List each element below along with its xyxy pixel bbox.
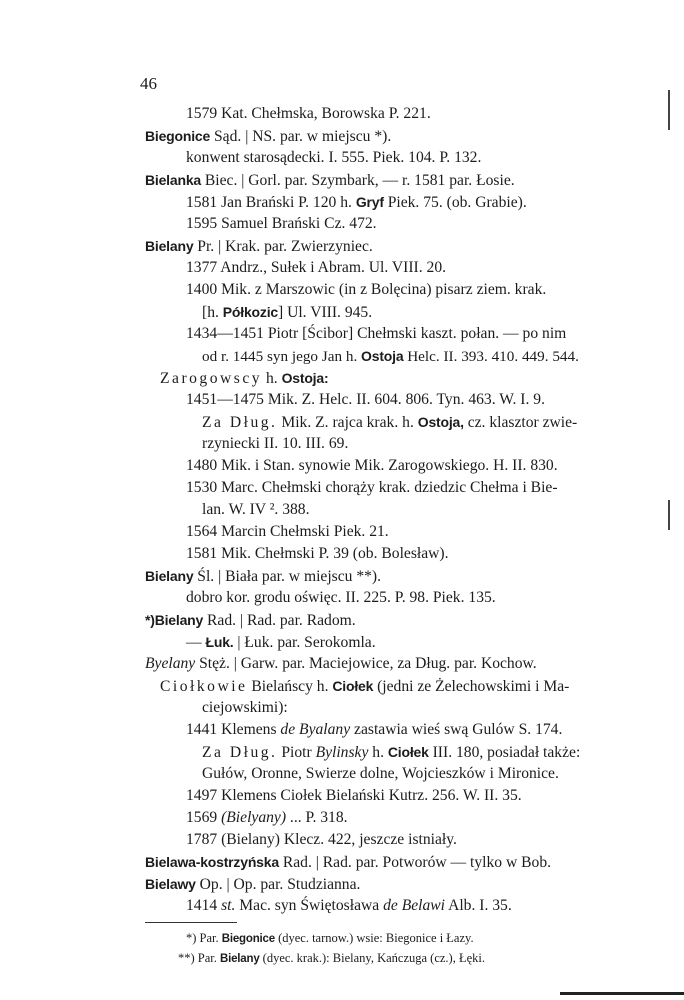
page-number: 46 (140, 74, 157, 93)
footnote-rule (145, 922, 237, 923)
text-line: konwent starosądecki. I. 555. Piek. 104. P. 132. (186, 149, 482, 166)
text-line: [h. Półkozic] Ul. VIII. 945. (202, 304, 373, 321)
text-line: 1414 st. Mac. syn Świętosława de Belawi Alb. I. 35. (186, 897, 512, 914)
text-line: 1400 Mik. z Marszowic (in z Bolęcina) pisarz ziem. krak. (186, 281, 547, 298)
headword: *)Bielany (145, 612, 204, 628)
text-line: 1480 Mik. i Stan. synowie Mik. Zarogowskiego. H. II. 830. (186, 457, 558, 474)
text-line: lan. W. IV ². 388. (202, 501, 310, 518)
scan-bottom-edge (560, 992, 684, 995)
footnote: **) Par. Bielany (dyec. krak.): Bielany, Kańczuga (cz.), Łęki. (178, 951, 486, 965)
entry-line: Byelany Stęż. | Garw. par. Maciejowice, za Dług. par. Kochow. (145, 655, 537, 672)
headword: Biegonice (145, 128, 211, 144)
text-line: 1581 Mik. Chełmski P. 39 (ob. Bolesław). (186, 545, 449, 562)
entry-line: Biegonice Sąd. | NS. par. w miejscu *). (145, 128, 392, 145)
text-line: 1787 (Bielany) Klecz. 422, jeszcze istniały. (186, 831, 457, 848)
text-line: Gułów, Oronne, Swierze dolne, Wojcieszków i Mironice. (202, 765, 559, 782)
text-line: rzyniecki II. 10. III. 69. (202, 435, 349, 452)
entry-line: Bielanka Biec. | Gorl. par. Szymbark, — r. 1581 par. Łosie. (145, 172, 515, 189)
entry-line: Bielawa-kostrzyńska Rad. | Rad. par. Potworów — tylko w Bob. (145, 854, 552, 871)
text-line: — Łuk. | Łuk. par. Serokomla. (186, 634, 376, 651)
text-line: od r. 1445 syn jego Jan h. Ostoja Helc. II. 393. 410. 449. 544. (202, 348, 579, 365)
family-line: Ciołkowie Bielańscy h. Ciołek (jedni ze Żelechowskimi i Ma- (160, 678, 570, 695)
entry-line: *)Bielany Rad. | Rad. par. Radom. (145, 612, 356, 629)
scan-edge-mark (668, 500, 670, 530)
text-line: 1581 Jan Brański P. 120 h. Gryf Piek. 75. (ob. Grabie). (186, 194, 527, 211)
text-line: 1441 Klemens de Byalany zastawia wieś swą Gulów S. 174. (186, 721, 563, 738)
headword: Bielany (145, 238, 194, 254)
text-line: 1579 Kat. Chełmska, Borowska P. 221. (186, 105, 431, 122)
headword: Byelany (145, 655, 196, 672)
text-line: 1451—1475 Mik. Z. Helc. II. 604. 806. Tyn. 463. W. I. 9. (186, 391, 545, 408)
headword: Bielawa-kostrzyńska (145, 854, 279, 870)
text-line: 1530 Marc. Chełmski chorąży krak. dziedzic Chełma i Bie- (186, 479, 558, 496)
headword: Bielanka (145, 172, 201, 188)
text-line: 1497 Klemens Ciołek Bielański Kutrz. 256. W. II. 35. (186, 787, 522, 804)
text-line: 1595 Samuel Brański Cz. 472. (186, 215, 377, 232)
text-line: 1569 (Bielyany) ... P. 318. (186, 809, 348, 826)
footnote: *) Par. Biegonice (dyec. tarnow.) wsie: Biegonice i Łazy. (186, 931, 474, 945)
text-line: 1377 Andrz., Sułek i Abram. Ul. VIII. 20. (186, 259, 447, 276)
family-line: Zarogowscy h. Ostoja: (160, 370, 329, 387)
text-line: Za Dług. Piotr Bylinsky h. Ciołek III. 180, posiadał także: (202, 744, 581, 761)
text-line: Za Dług. Mik. Z. rajca krak. h. Ostoja, cz. klasztor zwie- (202, 414, 578, 431)
text-line: 1564 Marcin Chełmski Piek. 21. (186, 523, 389, 540)
entry-line: Bielany Śl. | Biała par. w miejscu **). (145, 568, 382, 585)
text-line: 1434—1451 Piotr [Ścibor] Chełmski kaszt. połan. — po nim (186, 325, 567, 342)
headword: Bielany (145, 568, 194, 584)
text-line: dobro kor. grodu oświęc. II. 225. P. 98. Piek. 135. (186, 589, 496, 606)
entry-line: Bielany Pr. | Krak. par. Zwierzyniec. (145, 238, 373, 255)
text-line: ciejowskimi): (202, 699, 288, 716)
entry-line: Bielawy Op. | Op. par. Studzianna. (145, 876, 361, 893)
headword: Bielawy (145, 876, 196, 892)
scan-edge-mark (668, 90, 670, 130)
